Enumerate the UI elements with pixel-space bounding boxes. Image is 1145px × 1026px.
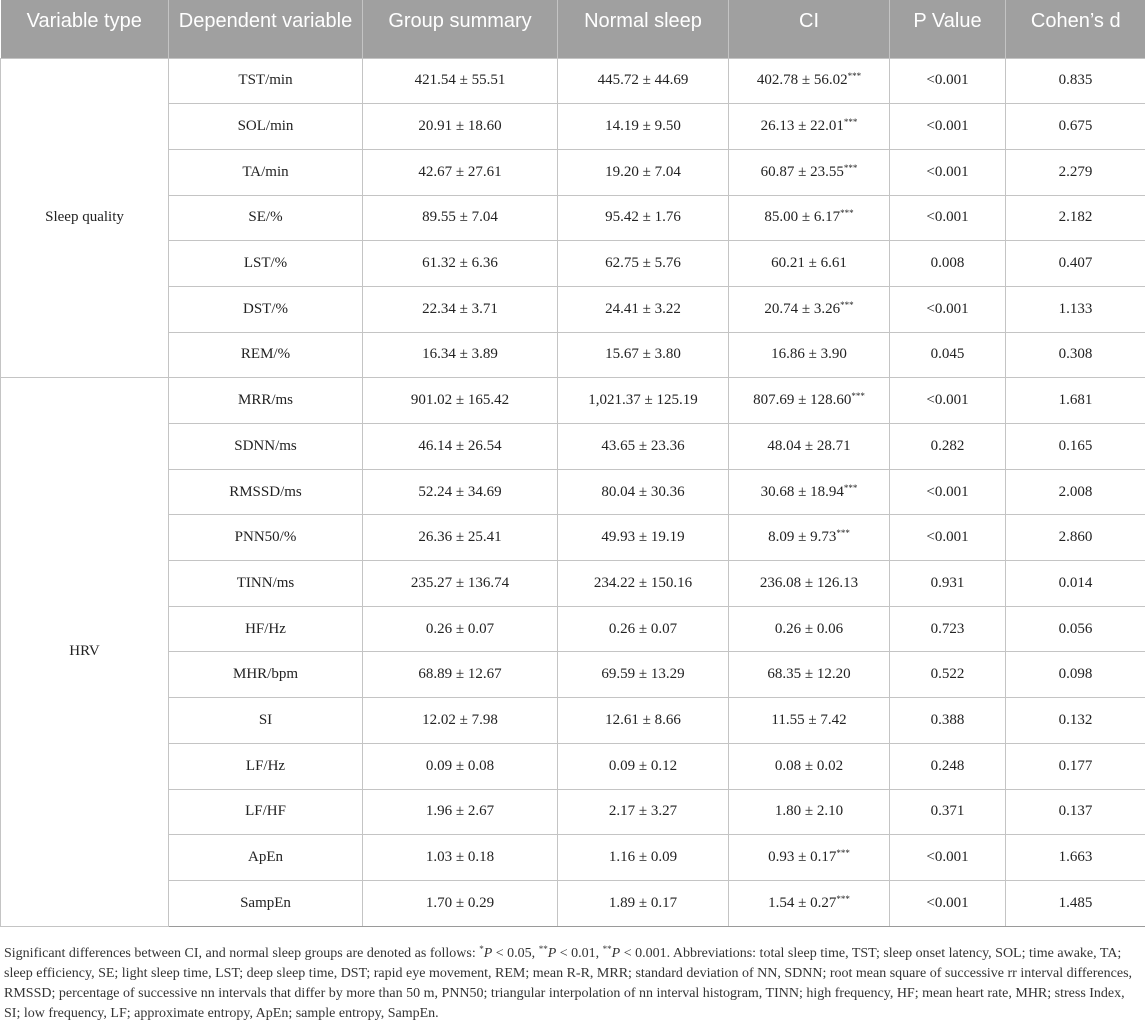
dependent-variable-cell: LST/%: [169, 241, 363, 287]
significance-mark: ***: [843, 117, 858, 128]
normal-sleep-cell: 43.65 ± 23.36: [558, 424, 729, 470]
dependent-variable-cell: TST/min: [169, 58, 363, 104]
variable-type-cell: Sleep quality: [1, 58, 169, 378]
cohens-d-cell: 1.133: [1006, 286, 1145, 332]
ci-cell: [729, 424, 890, 470]
normal-sleep-cell: 0.26 ± 0.07: [558, 606, 729, 652]
ci-cell: [729, 241, 890, 287]
ci-cell: [729, 606, 890, 652]
table-row: [1, 515, 1145, 561]
cohens-d-cell: 0.407: [1006, 241, 1145, 287]
footnote-sig3-mark: **: [602, 944, 612, 954]
normal-sleep-cell: 95.42 ± 1.76: [558, 195, 729, 241]
ci-value: 30.68 ± 18.94: [760, 483, 844, 500]
dependent-variable-cell: DST/%: [169, 286, 363, 332]
dependent-variable-cell: SOL/min: [169, 104, 363, 150]
normal-sleep-cell: 1.16 ± 0.09: [558, 835, 729, 881]
cohens-d-cell: 0.137: [1006, 789, 1145, 835]
dependent-variable-cell: TINN/ms: [169, 561, 363, 607]
table-row: [1, 378, 1145, 424]
footnote-sig2-mark: **: [538, 944, 548, 954]
p-value-cell: <0.001: [890, 195, 1006, 241]
significance-mark: ***: [847, 71, 862, 82]
table-row: [1, 835, 1145, 881]
ci-cell: [729, 789, 890, 835]
ci-value: 0.26 ± 0.06: [774, 620, 844, 637]
footnote-intro: Significant differences between CI, and normal sleep groups are denoted as follows:: [4, 946, 480, 961]
significance-mark: ***: [836, 848, 850, 859]
normal-sleep-cell: 2.17 ± 3.27: [558, 789, 729, 835]
table-row: [1, 469, 1145, 515]
ci-cell: [729, 743, 890, 789]
ci-value: 48.04 ± 28.71: [767, 437, 851, 454]
cohens-d-cell: 2.182: [1006, 195, 1145, 241]
normal-sleep-cell: 49.93 ± 19.19: [558, 515, 729, 561]
header-row: [1, 0, 1145, 58]
p-value-cell: <0.001: [890, 515, 1006, 561]
normal-sleep-cell: 1.89 ± 0.17: [558, 880, 729, 926]
group-summary-cell: 26.36 ± 25.41: [363, 515, 558, 561]
cohens-d-cell: 2.008: [1006, 469, 1145, 515]
cohens-d-cell: 0.056: [1006, 606, 1145, 652]
header-p-value: P Value: [890, 0, 1006, 58]
dependent-variable-cell: SI: [169, 698, 363, 744]
cohens-d-cell: 0.675: [1006, 104, 1145, 150]
p-value-cell: 0.008: [890, 241, 1006, 287]
ci-cell: [729, 652, 890, 698]
dependent-variable-cell: PNN50/%: [169, 515, 363, 561]
footnote-sig1-mark: *: [479, 944, 484, 954]
cohens-d-cell: 0.177: [1006, 743, 1145, 789]
p-value-cell: <0.001: [890, 880, 1006, 926]
group-summary-cell: 421.54 ± 55.51: [363, 58, 558, 104]
table-row: [1, 241, 1145, 287]
p-value-cell: 0.388: [890, 698, 1006, 744]
ci-cell: [729, 195, 890, 241]
table-row: [1, 743, 1145, 789]
dependent-variable-cell: SE/%: [169, 195, 363, 241]
variable-type-cell: HRV: [1, 378, 169, 926]
ci-cell: [729, 332, 890, 378]
ci-cell: [729, 469, 890, 515]
ci-cell: [729, 286, 890, 332]
cohens-d-cell: 0.835: [1006, 58, 1145, 104]
group-summary-cell: 0.26 ± 0.07: [363, 606, 558, 652]
dependent-variable-cell: MHR/bpm: [169, 652, 363, 698]
table-row: [1, 698, 1145, 744]
normal-sleep-cell: 1,021.37 ± 125.19: [558, 378, 729, 424]
table-row: [1, 104, 1145, 150]
cohens-d-cell: 1.485: [1006, 880, 1145, 926]
dependent-variable-cell: SDNN/ms: [169, 424, 363, 470]
p-value-cell: <0.001: [890, 149, 1006, 195]
header-variable-type: Variable type: [1, 0, 169, 58]
table-row: [1, 149, 1145, 195]
ci-value: 60.21 ± 6.61: [771, 255, 847, 272]
p-value-cell: <0.001: [890, 469, 1006, 515]
p-value-cell: <0.001: [890, 286, 1006, 332]
ci-cell: [729, 515, 890, 561]
ci-value: 68.35 ± 12.20: [767, 666, 851, 683]
footnote-sig1-p: P: [483, 946, 493, 961]
dependent-variable-cell: REM/%: [169, 332, 363, 378]
header-cohens-d: Cohen’s d: [1006, 0, 1145, 58]
ci-value: 1.54 ± 0.27: [768, 894, 837, 911]
group-summary-cell: 1.03 ± 0.18: [363, 835, 558, 881]
cohens-d-cell: 0.165: [1006, 424, 1145, 470]
cohens-d-cell: 2.279: [1006, 149, 1145, 195]
significance-mark: ***: [836, 893, 850, 904]
normal-sleep-cell: 14.19 ± 9.50: [558, 104, 729, 150]
cohens-d-cell: 0.014: [1006, 561, 1145, 607]
header-ci: CI: [729, 0, 890, 58]
normal-sleep-cell: 19.20 ± 7.04: [558, 149, 729, 195]
table-footnote: [4, 944, 1139, 1024]
ci-cell: [729, 561, 890, 607]
ci-value: 85.00 ± 6.17: [764, 209, 841, 226]
ci-value: 16.86 ± 3.90: [771, 346, 847, 363]
significance-mark: ***: [836, 528, 850, 539]
significance-mark: ***: [851, 391, 865, 402]
p-value-cell: 0.522: [890, 652, 1006, 698]
ci-cell: [729, 58, 890, 104]
footnote-sig1-rest: < 0.05,: [492, 946, 539, 961]
ci-value: 8.09 ± 9.73: [768, 529, 837, 546]
cohens-d-cell: 0.098: [1006, 652, 1145, 698]
p-value-cell: 0.045: [890, 332, 1006, 378]
p-value-cell: 0.931: [890, 561, 1006, 607]
ci-value: 807.69 ± 128.60: [753, 392, 852, 409]
group-summary-cell: 89.55 ± 7.04: [363, 195, 558, 241]
ci-value: 60.87 ± 23.55: [760, 163, 844, 180]
dependent-variable-cell: LF/HF: [169, 789, 363, 835]
footnote-sig2-p: P: [547, 946, 557, 961]
ci-cell: [729, 835, 890, 881]
ci-value: 26.13 ± 22.01: [760, 118, 844, 135]
header-group-summary: Group summary: [363, 0, 558, 58]
group-summary-cell: 0.09 ± 0.08: [363, 743, 558, 789]
ci-value: 20.74 ± 3.26: [764, 300, 841, 317]
ci-value: 236.08 ± 126.13: [759, 574, 859, 591]
group-summary-cell: 1.70 ± 0.29: [363, 880, 558, 926]
header-normal-sleep: Normal sleep: [558, 0, 729, 58]
p-value-cell: <0.001: [890, 58, 1006, 104]
ci-cell: [729, 104, 890, 150]
ci-value: 0.93 ± 0.17: [768, 849, 837, 866]
group-summary-cell: 1.96 ± 2.67: [363, 789, 558, 835]
ci-cell: [729, 149, 890, 195]
ci-value: 0.08 ± 0.02: [774, 757, 844, 774]
table-row: [1, 606, 1145, 652]
table-row: [1, 424, 1145, 470]
footnote-abbreviations: Abbreviations: total sleep time, TST; sleep onset latency, SOL; time awake, TA; sleep efficiency, SE; light sleep time, LST; deep sleep time, DST; rapid eye movement, REM; mean R-R, MRR; standard deviation of NN, SDNN; root mean square of successive rr interval differences, RMSSD; percentage of successive nn intervals that differ by more than 50 m, PNN50; triangular interpolation of nn interval histogram, TINN; high frequency, HF; mean heart rate, MHR; stress Index, SI; low frequency, LF; approximate entropy, ApEn; sample entropy, SampEn.: [4, 946, 1133, 1021]
group-summary-cell: 901.02 ± 165.42: [363, 378, 558, 424]
table-row: [1, 286, 1145, 332]
cohens-d-cell: 1.663: [1006, 835, 1145, 881]
dependent-variable-cell: RMSSD/ms: [169, 469, 363, 515]
normal-sleep-cell: 445.72 ± 44.69: [558, 58, 729, 104]
p-value-cell: 0.723: [890, 606, 1006, 652]
significance-mark: ***: [843, 162, 858, 173]
group-summary-cell: 52.24 ± 34.69: [363, 469, 558, 515]
p-value-cell: <0.001: [890, 378, 1006, 424]
group-summary-cell: 16.34 ± 3.89: [363, 332, 558, 378]
header-dependent-variable: Dependent variable: [169, 0, 363, 58]
dependent-variable-cell: MRR/ms: [169, 378, 363, 424]
significance-mark: ***: [840, 299, 854, 310]
ci-cell: [729, 378, 890, 424]
p-value-cell: <0.001: [890, 104, 1006, 150]
normal-sleep-cell: 80.04 ± 30.36: [558, 469, 729, 515]
ci-cell: [729, 880, 890, 926]
group-summary-cell: 235.27 ± 136.74: [363, 561, 558, 607]
dependent-variable-cell: TA/min: [169, 149, 363, 195]
dependent-variable-cell: SampEn: [169, 880, 363, 926]
cohens-d-cell: 0.308: [1006, 332, 1145, 378]
table-row: [1, 652, 1145, 698]
cohens-d-cell: 0.132: [1006, 698, 1145, 744]
table-row: [1, 195, 1145, 241]
footnote-sig2-rest: < 0.01,: [556, 946, 603, 961]
ci-value: 11.55 ± 7.42: [771, 711, 847, 728]
table-body: [1, 58, 1145, 926]
ci-value: 1.80 ± 2.10: [774, 803, 844, 820]
ci-value: 402.78 ± 56.02: [756, 72, 848, 89]
group-summary-cell: 46.14 ± 26.54: [363, 424, 558, 470]
significance-mark: ***: [840, 208, 854, 219]
p-value-cell: 0.371: [890, 789, 1006, 835]
table-row: [1, 561, 1145, 607]
group-summary-cell: 20.91 ± 18.60: [363, 104, 558, 150]
normal-sleep-cell: 234.22 ± 150.16: [558, 561, 729, 607]
table-row: [1, 789, 1145, 835]
footnote-sig3-rest: < 0.001.: [620, 946, 673, 961]
cohens-d-cell: 2.860: [1006, 515, 1145, 561]
p-value-cell: 0.282: [890, 424, 1006, 470]
group-summary-cell: 68.89 ± 12.67: [363, 652, 558, 698]
dependent-variable-cell: ApEn: [169, 835, 363, 881]
group-summary-cell: 22.34 ± 3.71: [363, 286, 558, 332]
normal-sleep-cell: 69.59 ± 13.29: [558, 652, 729, 698]
dependent-variable-cell: LF/Hz: [169, 743, 363, 789]
table-header: [1, 0, 1145, 58]
normal-sleep-cell: 24.41 ± 3.22: [558, 286, 729, 332]
normal-sleep-cell: 0.09 ± 0.12: [558, 743, 729, 789]
table-row: [1, 332, 1145, 378]
normal-sleep-cell: 62.75 ± 5.76: [558, 241, 729, 287]
footnote-sig3-p: P: [611, 946, 621, 961]
group-summary-cell: 61.32 ± 6.36: [363, 241, 558, 287]
dependent-variable-cell: HF/Hz: [169, 606, 363, 652]
cohens-d-cell: 1.681: [1006, 378, 1145, 424]
p-value-cell: <0.001: [890, 835, 1006, 881]
table-row: [1, 58, 1145, 104]
group-summary-cell: 12.02 ± 7.98: [363, 698, 558, 744]
ci-cell: [729, 698, 890, 744]
table-row: [1, 880, 1145, 926]
group-summary-cell: 42.67 ± 27.61: [363, 149, 558, 195]
normal-sleep-cell: 15.67 ± 3.80: [558, 332, 729, 378]
normal-sleep-cell: 12.61 ± 8.66: [558, 698, 729, 744]
p-value-cell: 0.248: [890, 743, 1006, 789]
significance-mark: ***: [843, 482, 858, 493]
